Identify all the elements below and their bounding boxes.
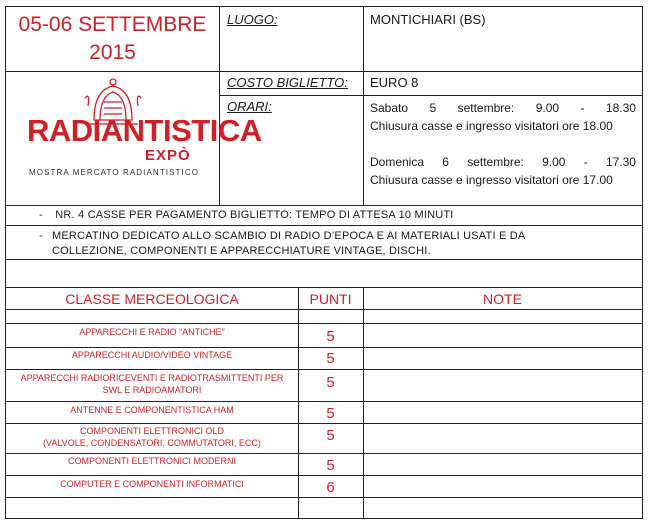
table-row-divider	[6, 323, 642, 324]
divider-logo	[219, 7, 220, 205]
event-date-year: 2015	[89, 41, 136, 64]
category-cell: COMPONENTI ELETTRONICI MODERNI	[67, 456, 236, 466]
table-row-divider	[6, 453, 642, 454]
event-date-days: 05-06 SETTEMBRE	[18, 13, 207, 36]
luogo-value: MONTICHIARI (BS)	[370, 12, 486, 27]
orari-label: ORARI:	[227, 99, 272, 114]
table-row-divider	[6, 369, 642, 370]
event-date	[6, 7, 219, 75]
points-cell: 5	[326, 457, 335, 474]
category-cell: COMPONENTI ELETTRONICI OLD (VALVOLE, CONDENSATORI, COMMUTATORI, ECC)	[43, 426, 261, 448]
logo-wordmark: RADIANTISTICA	[27, 113, 262, 148]
event-info-sheet	[5, 6, 643, 519]
divider-info	[363, 7, 364, 205]
table-row-divider	[6, 475, 642, 476]
sunday-hours: Domenica 6 settembre: 9.00 - 17.30	[370, 155, 636, 169]
costo-label: COSTO BIGLIETTO:	[227, 75, 348, 90]
points-cell: 5	[326, 374, 335, 391]
points-cell: 5	[326, 350, 335, 367]
divider-row	[6, 287, 642, 288]
col-header-category: CLASSE MERCEOLOGICA	[65, 291, 239, 307]
table-row-divider	[6, 497, 642, 498]
points-cell: 5	[326, 405, 335, 422]
col-header-points: PUNTI	[309, 291, 352, 307]
table-row-divider	[6, 347, 642, 348]
category-cell: APPARECCHI AUDIO/VIDEO VINTAGE	[71, 350, 233, 360]
sunday-note: Chiusura casse e ingresso visitatori ore 17.00	[370, 173, 613, 187]
col-header-notes: NOTE	[483, 291, 522, 307]
table-col-divider	[363, 287, 364, 519]
logo-tagline: MOSTRA MERCATO RADIANTISTICO	[29, 168, 200, 177]
category-cell: COMPUTER E COMPONENTI INFORMATICI	[60, 479, 244, 489]
category-cell: APPARECCHI RADIORICEVENTI E RADIOTRASMITTENTI PER SWL E RADIOAMATORI	[20, 373, 284, 395]
logo-expo: EXPÒ	[145, 147, 191, 164]
note-cash-desks: - NR. 4 CASSE PER PAGAMENTO BIGLIETTO: TEMPO DI ATTESA 10 MINUTI	[39, 209, 454, 221]
table-row-divider	[6, 423, 642, 424]
category-cell: APPARECCHI E RADIO “ANTICHE”	[79, 327, 225, 337]
points-cell: 5	[326, 427, 335, 444]
divider-row	[219, 95, 642, 96]
table-row-divider	[6, 401, 642, 402]
saturday-hours: Sabato 5 settembre: 9.00 - 18.30	[370, 101, 636, 115]
luogo-label: LUOGO:	[227, 12, 278, 27]
table-header-divider	[6, 309, 642, 310]
points-cell: 6	[326, 479, 335, 496]
category-cell: ANTENNE E COMPONENTISTICA HAM	[70, 405, 234, 415]
note-flea-market: - MERCATINO DEDICATO ALLO SCAMBIO DI RADIO D’EPOCA E AI MATERIALI USATI E DA COLLEZIONE, COMPONENTI E APPARECCHIATURE VINTAGE, DISCHI.	[39, 230, 526, 257]
divider-row	[6, 259, 642, 260]
divider-row	[6, 225, 642, 226]
divider-row	[6, 205, 642, 206]
costo-value: EURO 8	[370, 75, 419, 90]
points-cell: 5	[326, 328, 335, 345]
saturday-note: Chiusura casse e ingresso visitatori ore 18.00	[370, 119, 613, 133]
opening-hours	[370, 99, 636, 189]
